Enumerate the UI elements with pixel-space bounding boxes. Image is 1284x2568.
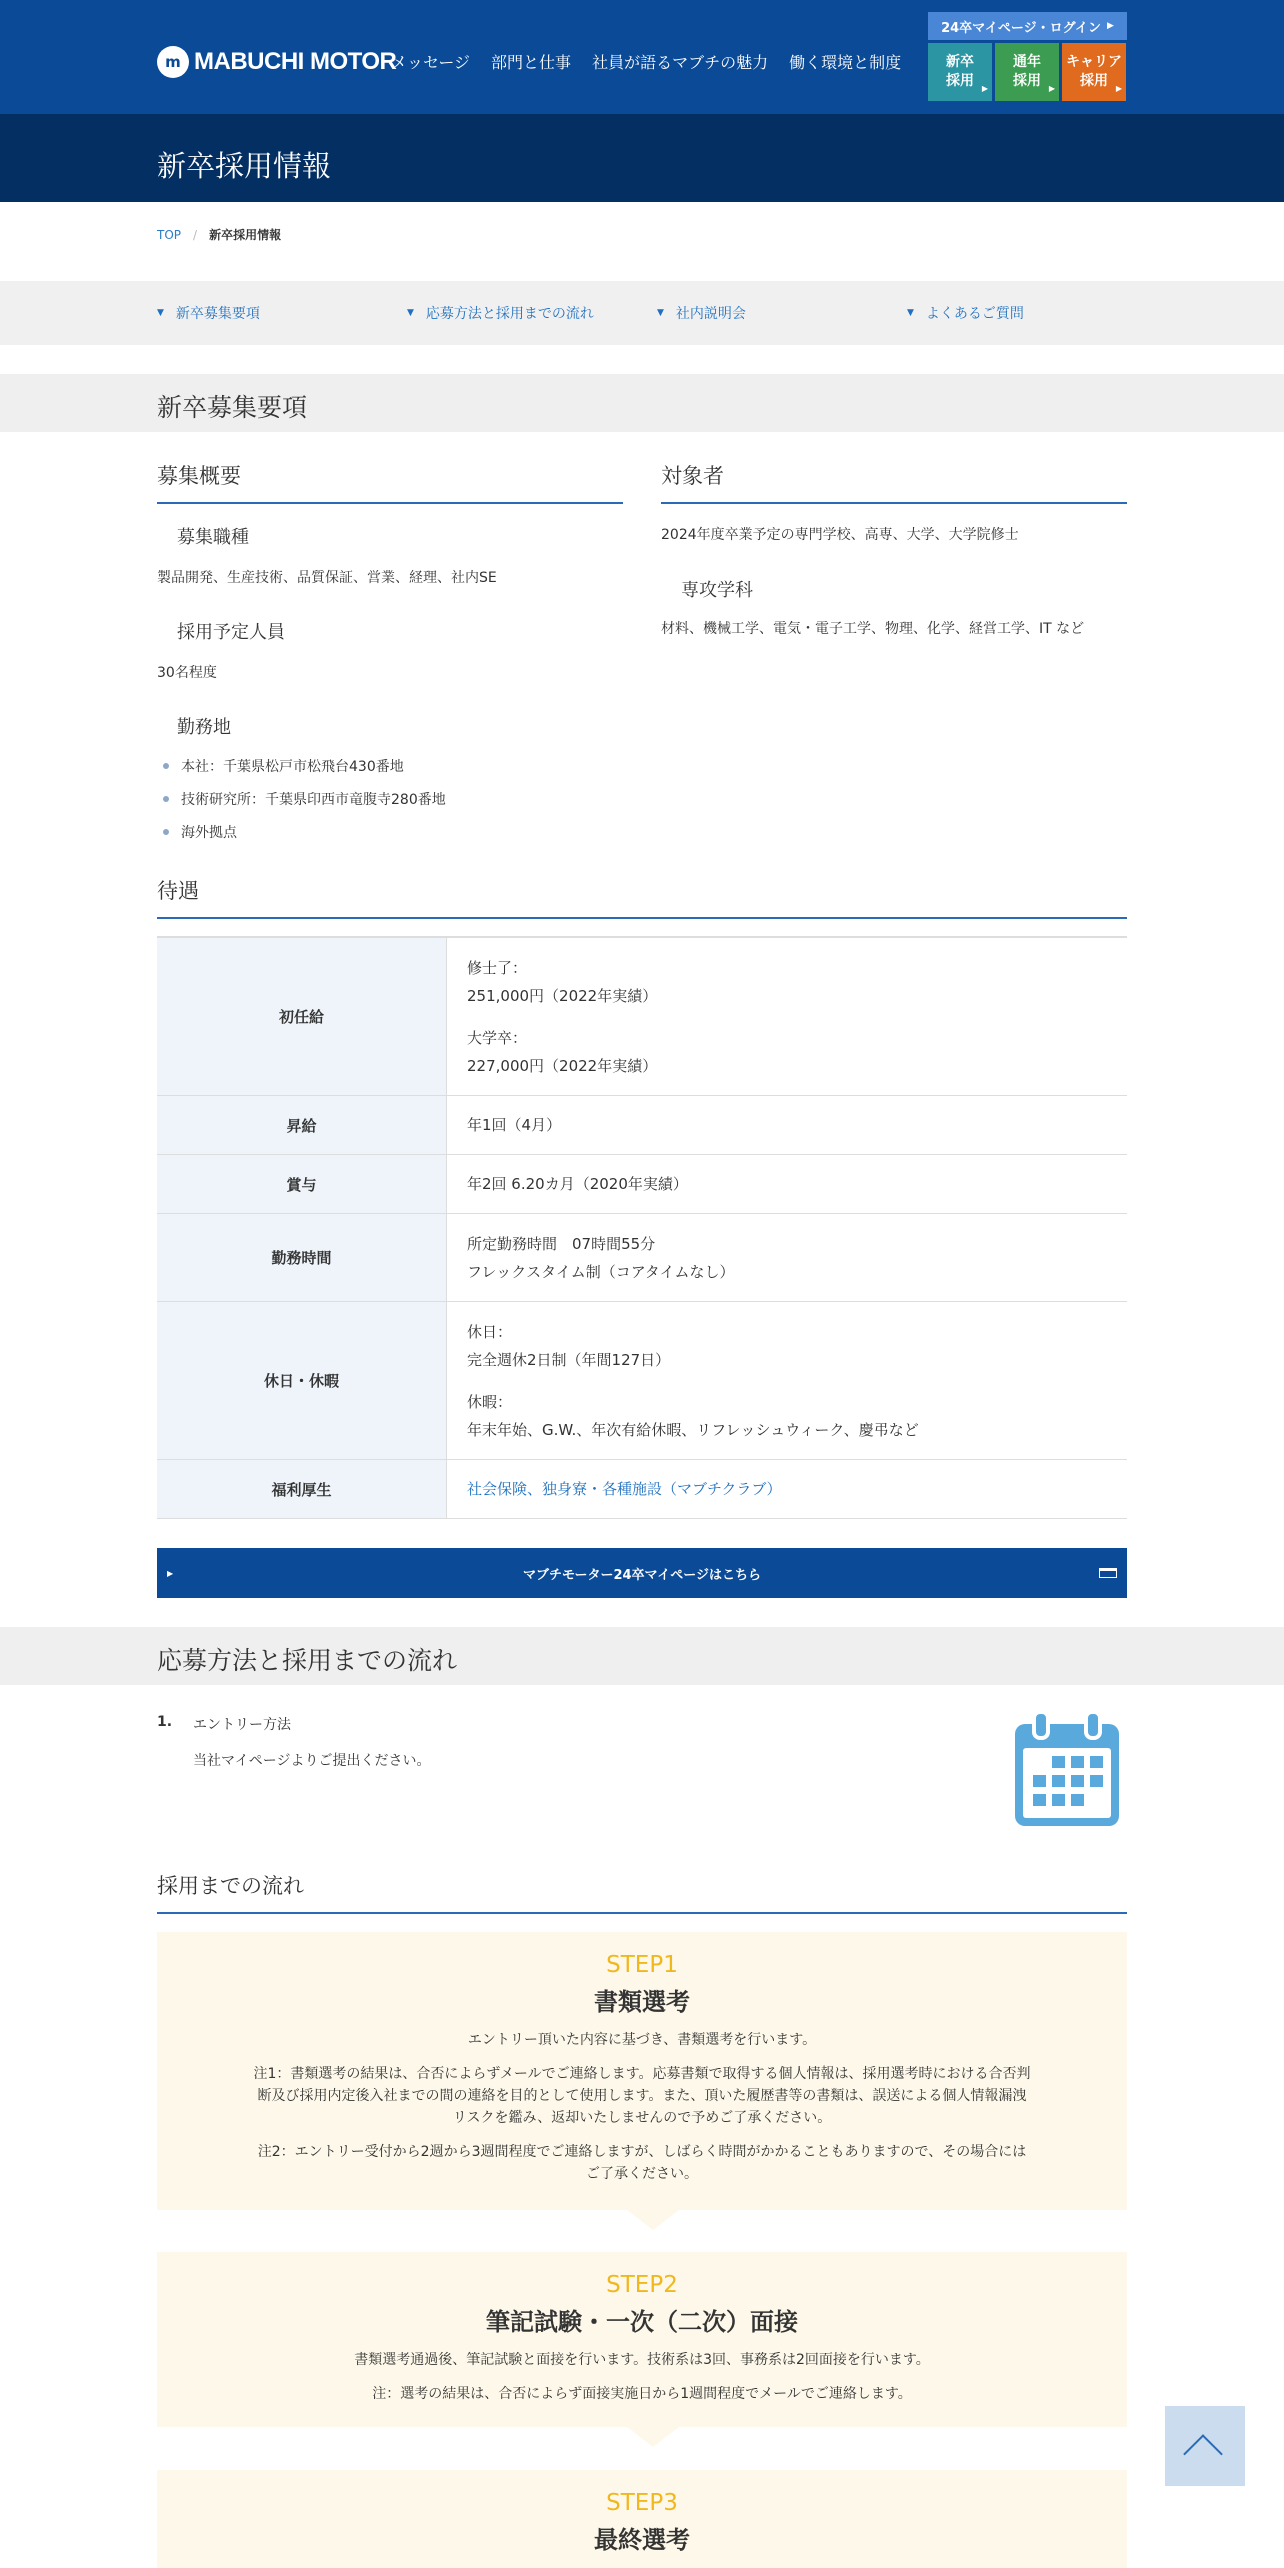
target-heading: 対象者 xyxy=(661,460,1127,504)
new-grad-line2: 採用 xyxy=(946,73,974,89)
bullet-icon xyxy=(163,763,169,769)
new-grad-recruit-button[interactable] xyxy=(928,43,992,101)
row-value xyxy=(447,1302,1127,1459)
treatment-heading: 待遇 xyxy=(157,875,1127,919)
triangle-right-icon: ▶ xyxy=(1115,84,1122,93)
triangle-right-icon: ▶ xyxy=(981,84,988,93)
step-arrow-icon xyxy=(627,2427,679,2447)
row-label: 初任給 xyxy=(157,938,447,1095)
anchor-flow-label: 応募方法と採用までの流れ xyxy=(425,306,594,322)
back-to-top-button[interactable] xyxy=(1165,2406,1245,2486)
table-row xyxy=(157,1302,1127,1460)
location-text: 技術研究所：千葉県印西市竜腹寺280番地 xyxy=(181,792,446,808)
site-header xyxy=(0,0,1284,114)
triangle-right-icon: ▶ xyxy=(167,1568,174,1578)
entry-number: 1. xyxy=(157,1714,173,1730)
target-text: 2024年度卒業予定の専門学校、高専、大学、大学院修士 xyxy=(661,527,1019,543)
step-text: エントリー頂いた内容に基づき、書類選考を行います。 xyxy=(467,2032,817,2048)
row-label: 賞与 xyxy=(157,1155,447,1213)
year-round-line2: 採用 xyxy=(1013,73,1041,89)
row-value xyxy=(447,938,1127,1095)
step-card xyxy=(157,2470,1127,2568)
global-nav xyxy=(391,50,922,73)
row-label: 勤務時間 xyxy=(157,1214,447,1301)
row-value xyxy=(447,1214,1127,1301)
step-title: 書類選考 xyxy=(594,1988,690,2016)
career-line1: キャリア xyxy=(1066,54,1122,70)
nav-message[interactable]: メッセージ xyxy=(391,53,471,72)
row-value xyxy=(447,1460,1127,1518)
value-line: 年2回 6.20カ月（2020年実績） xyxy=(467,1175,688,1193)
welfare-link[interactable]: 社会保険、独身寮・各種施設（マブチクラブ） xyxy=(467,1480,782,1498)
logo-text: MABUCHI MOTOR xyxy=(194,48,397,75)
career-recruit-button[interactable] xyxy=(1062,43,1126,101)
table-row xyxy=(157,1214,1127,1302)
major-heading: 専攻学科 xyxy=(681,580,753,601)
breadcrumb-top-link[interactable]: TOP xyxy=(157,227,182,242)
row-label: 休日・休暇 xyxy=(157,1302,447,1459)
caret-down-icon: ▼ xyxy=(407,308,414,318)
step-card xyxy=(157,2252,1127,2427)
hiring-number-heading: 採用予定人員 xyxy=(177,622,285,643)
job-type-text: 製品開発、生産技術、品質保証、営業、経理、社内SE xyxy=(157,570,497,586)
value-line: 修士了： xyxy=(467,958,528,977)
anchor-requirements-label: 新卒募集要項 xyxy=(175,306,260,322)
overview-heading: 募集概要 xyxy=(157,460,623,504)
row-label: 昇給 xyxy=(157,1096,447,1154)
value-line: 年1回（4月） xyxy=(467,1116,562,1134)
location-item xyxy=(157,822,237,842)
caret-down-icon: ▼ xyxy=(157,308,164,318)
step-arrow-icon xyxy=(627,2210,679,2230)
value-line: 年末年始、G.W.、年次有給休暇、リフレッシュウィーク、慶弔など xyxy=(467,1420,919,1439)
logo-link[interactable] xyxy=(157,46,396,78)
mypage-login-button[interactable] xyxy=(928,12,1127,40)
breadcrumb xyxy=(157,226,281,243)
new-grad-line1: 新卒 xyxy=(946,54,974,70)
year-round-recruit-button[interactable] xyxy=(995,43,1059,101)
mypage-cta-label: マブチモーター24卒マイページはこちら xyxy=(522,1567,762,1583)
flow-heading: 採用までの流れ xyxy=(157,1870,1127,1914)
value-line: 所定勤務時間 07時間55分 xyxy=(467,1234,656,1253)
chevron-up-icon xyxy=(1183,2434,1223,2474)
treatment-table xyxy=(157,936,1127,1519)
section-band-flow xyxy=(0,1627,1284,1685)
section-title-requirements: 新卒募集要項 xyxy=(157,393,308,422)
caret-down-icon: ▼ xyxy=(657,308,664,318)
major-text: 材料、機械工学、電気・電子工学、物理、化学、経営工学、IT など xyxy=(661,621,1085,637)
nav-departments[interactable]: 部門と仕事 xyxy=(491,53,572,72)
page-title-band xyxy=(0,114,1284,202)
work-location-heading: 勤務地 xyxy=(177,717,231,738)
section-title-flow: 応募方法と採用までの流れ xyxy=(157,1646,458,1675)
row-value xyxy=(447,1096,1127,1154)
value-line: 完全週休2日制（年間127日） xyxy=(467,1350,671,1369)
breadcrumb-current: 新卒採用情報 xyxy=(209,228,282,242)
row-label: 福利厚生 xyxy=(157,1460,447,1518)
caret-down-icon: ▼ xyxy=(907,308,914,318)
step-title: 最終選考 xyxy=(594,2526,690,2554)
section-band-requirements xyxy=(0,374,1284,432)
page-title: 新卒採用情報 xyxy=(157,149,332,183)
table-row xyxy=(157,1096,1127,1155)
arrow-right-icon: ▶ xyxy=(1107,21,1114,31)
location-item xyxy=(157,789,446,809)
nav-appeal[interactable]: 社員が語るマブチの魅力 xyxy=(592,53,769,72)
value-line: 休日： xyxy=(467,1322,513,1341)
value-line: 大学卒： xyxy=(467,1028,528,1047)
step-label: STEP3 xyxy=(606,2490,678,2516)
career-line2: 採用 xyxy=(1080,73,1108,89)
location-text: 海外拠点 xyxy=(181,825,237,841)
step-title: 筆記試験・一次（二次）面接 xyxy=(486,2308,798,2336)
anchor-requirements[interactable] xyxy=(157,303,260,323)
table-row xyxy=(157,1155,1127,1214)
breadcrumb-separator: / xyxy=(193,227,198,242)
hiring-number-text: 30名程度 xyxy=(157,665,217,681)
bullet-icon xyxy=(163,796,169,802)
nav-environment[interactable]: 働く環境と制度 xyxy=(789,53,902,72)
location-item xyxy=(157,756,404,776)
entry-title: エントリー方法 xyxy=(193,1717,291,1733)
step-note: 注2：エントリー受付から2週から3週間程度でご連絡しますが、しばらく時間がかかることもありますので、その場合にはご了承ください。 xyxy=(257,2144,1027,2182)
calendar-icon xyxy=(1012,1710,1122,1830)
year-round-line1: 通年 xyxy=(1013,54,1041,70)
table-row xyxy=(157,1460,1127,1519)
value-line: 227,000円（2022年実績） xyxy=(467,1056,658,1075)
step-card xyxy=(157,1932,1127,2210)
value-line: フレックスタイム制（コアタイムなし） xyxy=(467,1262,735,1281)
bullet-icon xyxy=(163,829,169,835)
anchor-flow[interactable] xyxy=(407,303,594,323)
step-note: 注：選考の結果は、合否によらず面接実施日から1週間程度でメールでご連絡します。 xyxy=(372,2386,912,2402)
anchor-nav xyxy=(0,281,1284,345)
anchor-briefing[interactable] xyxy=(657,303,746,323)
entry-text: 当社マイページよりご提出ください。 xyxy=(193,1753,431,1769)
value-line: 251,000円（2022年実績） xyxy=(467,986,658,1005)
mypage-cta-button[interactable] xyxy=(157,1548,1127,1598)
location-text: 本社：千葉県松戸市松飛台430番地 xyxy=(181,759,404,775)
triangle-right-icon: ▶ xyxy=(1048,84,1055,93)
window-icon xyxy=(1099,1568,1117,1578)
logo-mark-icon: m xyxy=(157,46,189,78)
step-text: 書類選考通過後、筆記試験と面接を行います。技術系は3回、事務系は2回面接を行います。 xyxy=(354,2352,930,2368)
mypage-login-label: 24卒マイページ・ログイン xyxy=(941,20,1101,36)
anchor-briefing-label: 社内説明会 xyxy=(675,306,746,322)
job-type-heading: 募集職種 xyxy=(177,527,249,548)
value-line: 休暇： xyxy=(467,1392,513,1411)
row-value xyxy=(447,1155,1127,1213)
step-note: 注1：書類選考の結果は、合否によらずメールでご連絡します。応募書類で取得する個人情報は、採用選考時における合否判断及び採用内定後入社までの間の連絡を目的として使用します。また、頂いた履歴書等の書類は、誤送による個人情報漏洩リスクを鑑み、返却いたしませんので予めご了承ください。 xyxy=(253,2066,1031,2126)
anchor-faq[interactable] xyxy=(907,303,1024,323)
step-label: STEP1 xyxy=(606,1952,678,1978)
step-label: STEP2 xyxy=(606,2272,678,2298)
table-row xyxy=(157,938,1127,1096)
anchor-faq-label: よくあるご質問 xyxy=(925,306,1024,322)
